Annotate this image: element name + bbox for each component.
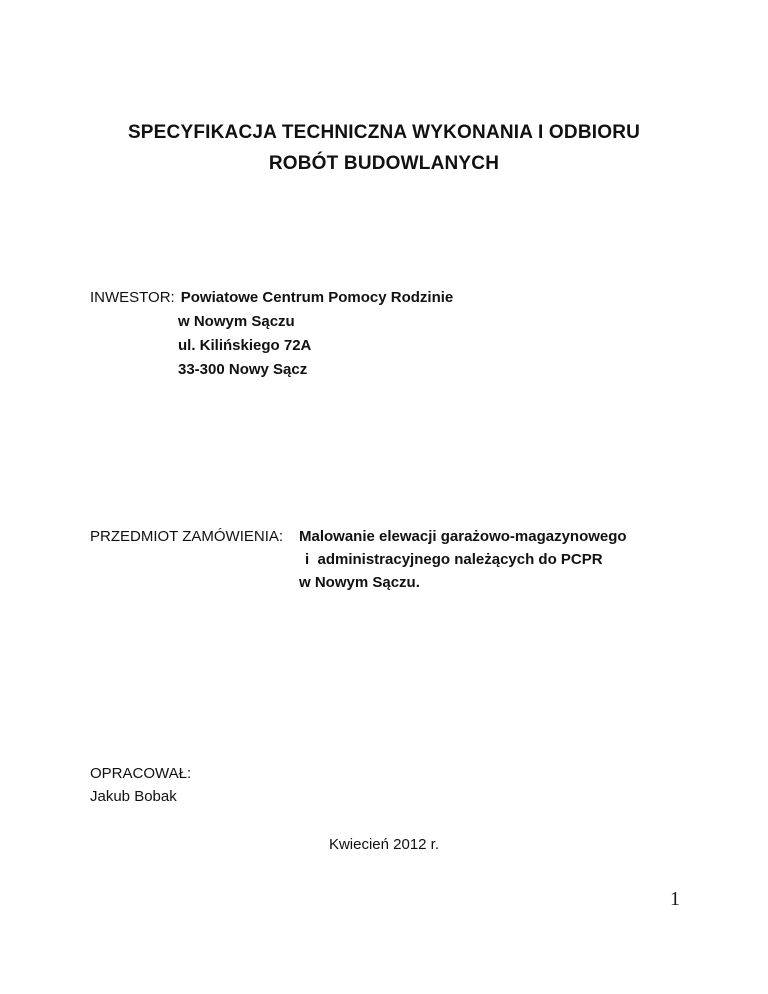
investor-section — [90, 286, 453, 382]
document-date: Kwiecień 2012 r. — [328, 836, 440, 853]
document-title — [0, 117, 768, 179]
investor-label: INWESTOR: — [90, 289, 175, 306]
page-number: 1 — [670, 888, 680, 910]
author-section — [90, 762, 191, 808]
investor-address-line-2: ul. Kilińskiego 72A — [178, 337, 312, 354]
author-label: OPRACOWAŁ: — [90, 765, 192, 782]
subject-label: PRZEDMIOT ZAMÓWIENIA: — [90, 528, 284, 545]
document-title-line-2: ROBÓT BUDOWLANYCH — [268, 153, 500, 174]
document-title-line-1: SPECYFIKACJA TECHNICZNA WYKONANIA I ODBIORU — [127, 122, 641, 143]
investor-address-line-1: w Nowym Sączu — [178, 313, 295, 330]
subject-line-1: Malowanie elewacji garażowo-magazynowego — [299, 528, 627, 545]
investor-name: Powiatowe Centrum Pomocy Rodzinie — [180, 289, 454, 306]
author-name: Jakub Bobak — [90, 788, 177, 805]
subject-line-2: i administracyjnego należących do PCPR — [305, 551, 603, 568]
subject-line-3: w Nowym Sączu. — [299, 574, 420, 591]
investor-address-line-3: 33-300 Nowy Sącz — [178, 361, 308, 378]
investor-first-line — [90, 286, 453, 310]
subject-first-line — [90, 525, 627, 548]
subject-section — [90, 525, 627, 594]
